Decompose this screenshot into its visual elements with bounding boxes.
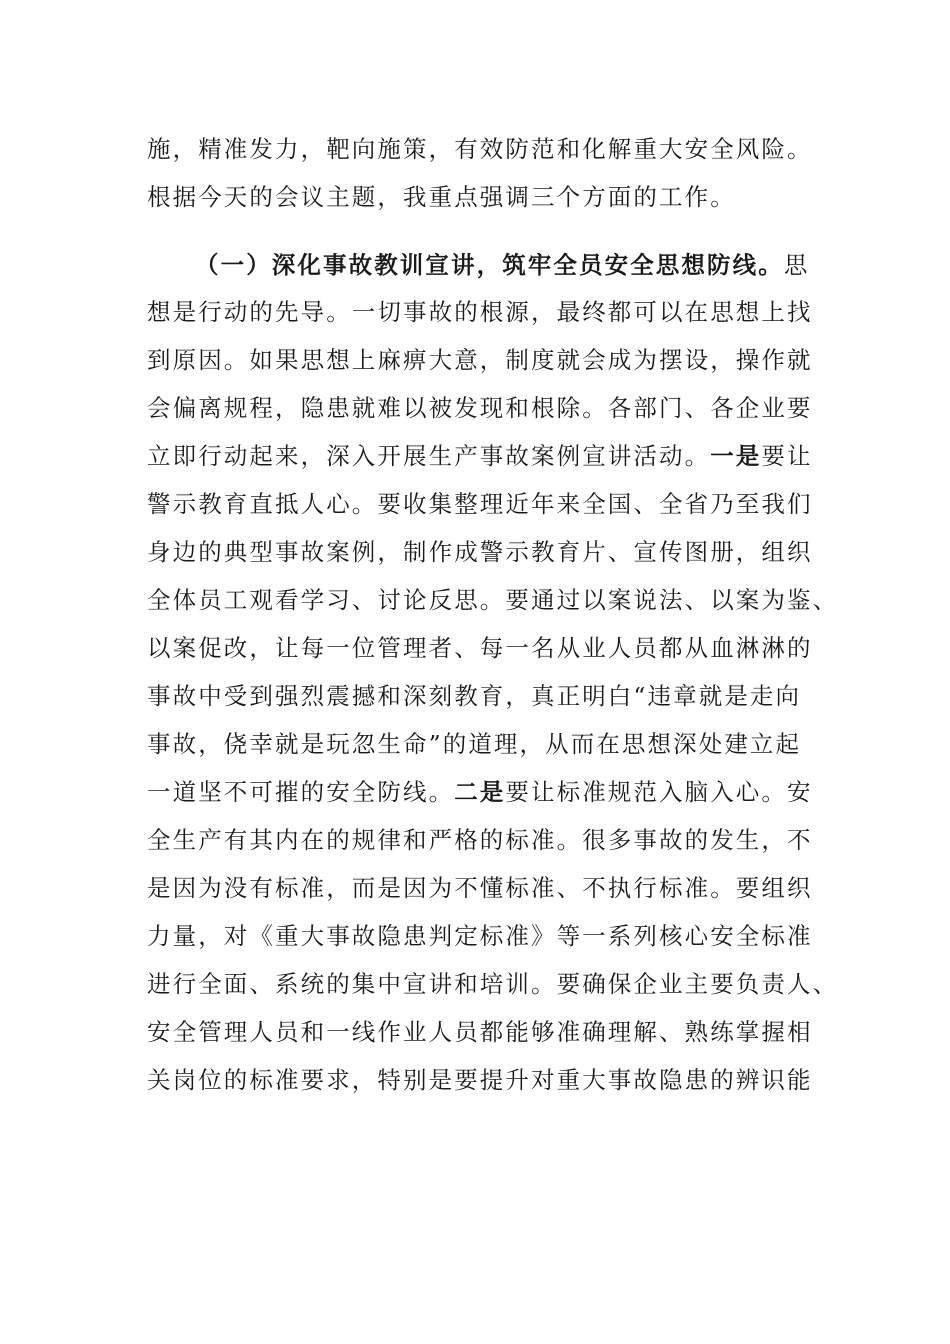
body-text: 立即行动起来，深入开展生产事故案例宣讲活动。 <box>147 442 711 470</box>
body-text-line: 施，精准发力，靶向施策，有效防范和化解重大安全风险。 <box>147 135 813 163</box>
body-text-line <box>147 432 837 480</box>
body-text-line: 全体员工观看学习、讨论反思。要通过以案说法、以案为鉴、 <box>147 586 839 614</box>
body-text-line <box>147 768 837 816</box>
body-text-line: 安全管理人员和一线作业人员都能够准确理解、熟练掌握相 <box>147 1018 813 1046</box>
section-heading-line <box>195 241 885 289</box>
body-text-line: 力量，对《重大事故隐患判定标准》等一系列核心安全标准 <box>147 922 813 950</box>
body-text: 思 <box>783 251 810 279</box>
body-text-line: 事故，侥幸就是玩忽生命”的道理，从而在思想深处建立起 <box>147 730 802 758</box>
body-text: 要让标准规范入脑入心。安 <box>505 778 813 806</box>
body-text-line: 身边的典型事故案例，制作成警示教育片、宣传图册，组织 <box>147 538 813 566</box>
body-text-line: 警示教育直抵人心。要收集整理近年来全国、全省乃至我们 <box>147 490 813 518</box>
body-text-line: 进行全面、系统的集中宣讲和培训。要确保企业主要负责人、 <box>147 970 839 998</box>
body-text-line: 全生产有其内在的规律和严格的标准。很多事故的发生，不 <box>147 826 813 854</box>
body-text-line: 是因为没有标准，而是因为不懂标准、不执行标准。要组织 <box>147 874 813 902</box>
body-text-line: 根据今天的会议主题，我重点强调三个方面的工作。 <box>147 183 736 211</box>
body-text-line: 到原因。如果思想上麻痹大意，制度就会成为摆设，操作就 <box>147 346 813 374</box>
emphasis-text: 一是 <box>710 442 762 470</box>
section-heading: （一）深化事故教训宣讲，筑牢全员安全思想防线。 <box>195 251 784 279</box>
body-text: 要让 <box>761 442 813 470</box>
body-text-line: 事故中受到强烈震撼和深刻教育，真正明白“违章就是走向 <box>147 682 802 710</box>
body-text-line: 会偏离规程，隐患就难以被发现和根除。各部门、各企业要 <box>147 394 813 422</box>
emphasis-text: 二是 <box>454 778 506 806</box>
body-text-line: 想是行动的先导。一切事故的根源，最终都可以在思想上找 <box>147 298 813 326</box>
body-text: 一道坚不可摧的安全防线。 <box>147 778 455 806</box>
body-text-line: 关岗位的标准要求，特别是要提升对重大事故隐患的辨识能 <box>147 1066 813 1094</box>
body-text-line: 以案促改，让每一位管理者、每一名从业人员都从血淋淋的 <box>147 634 813 662</box>
